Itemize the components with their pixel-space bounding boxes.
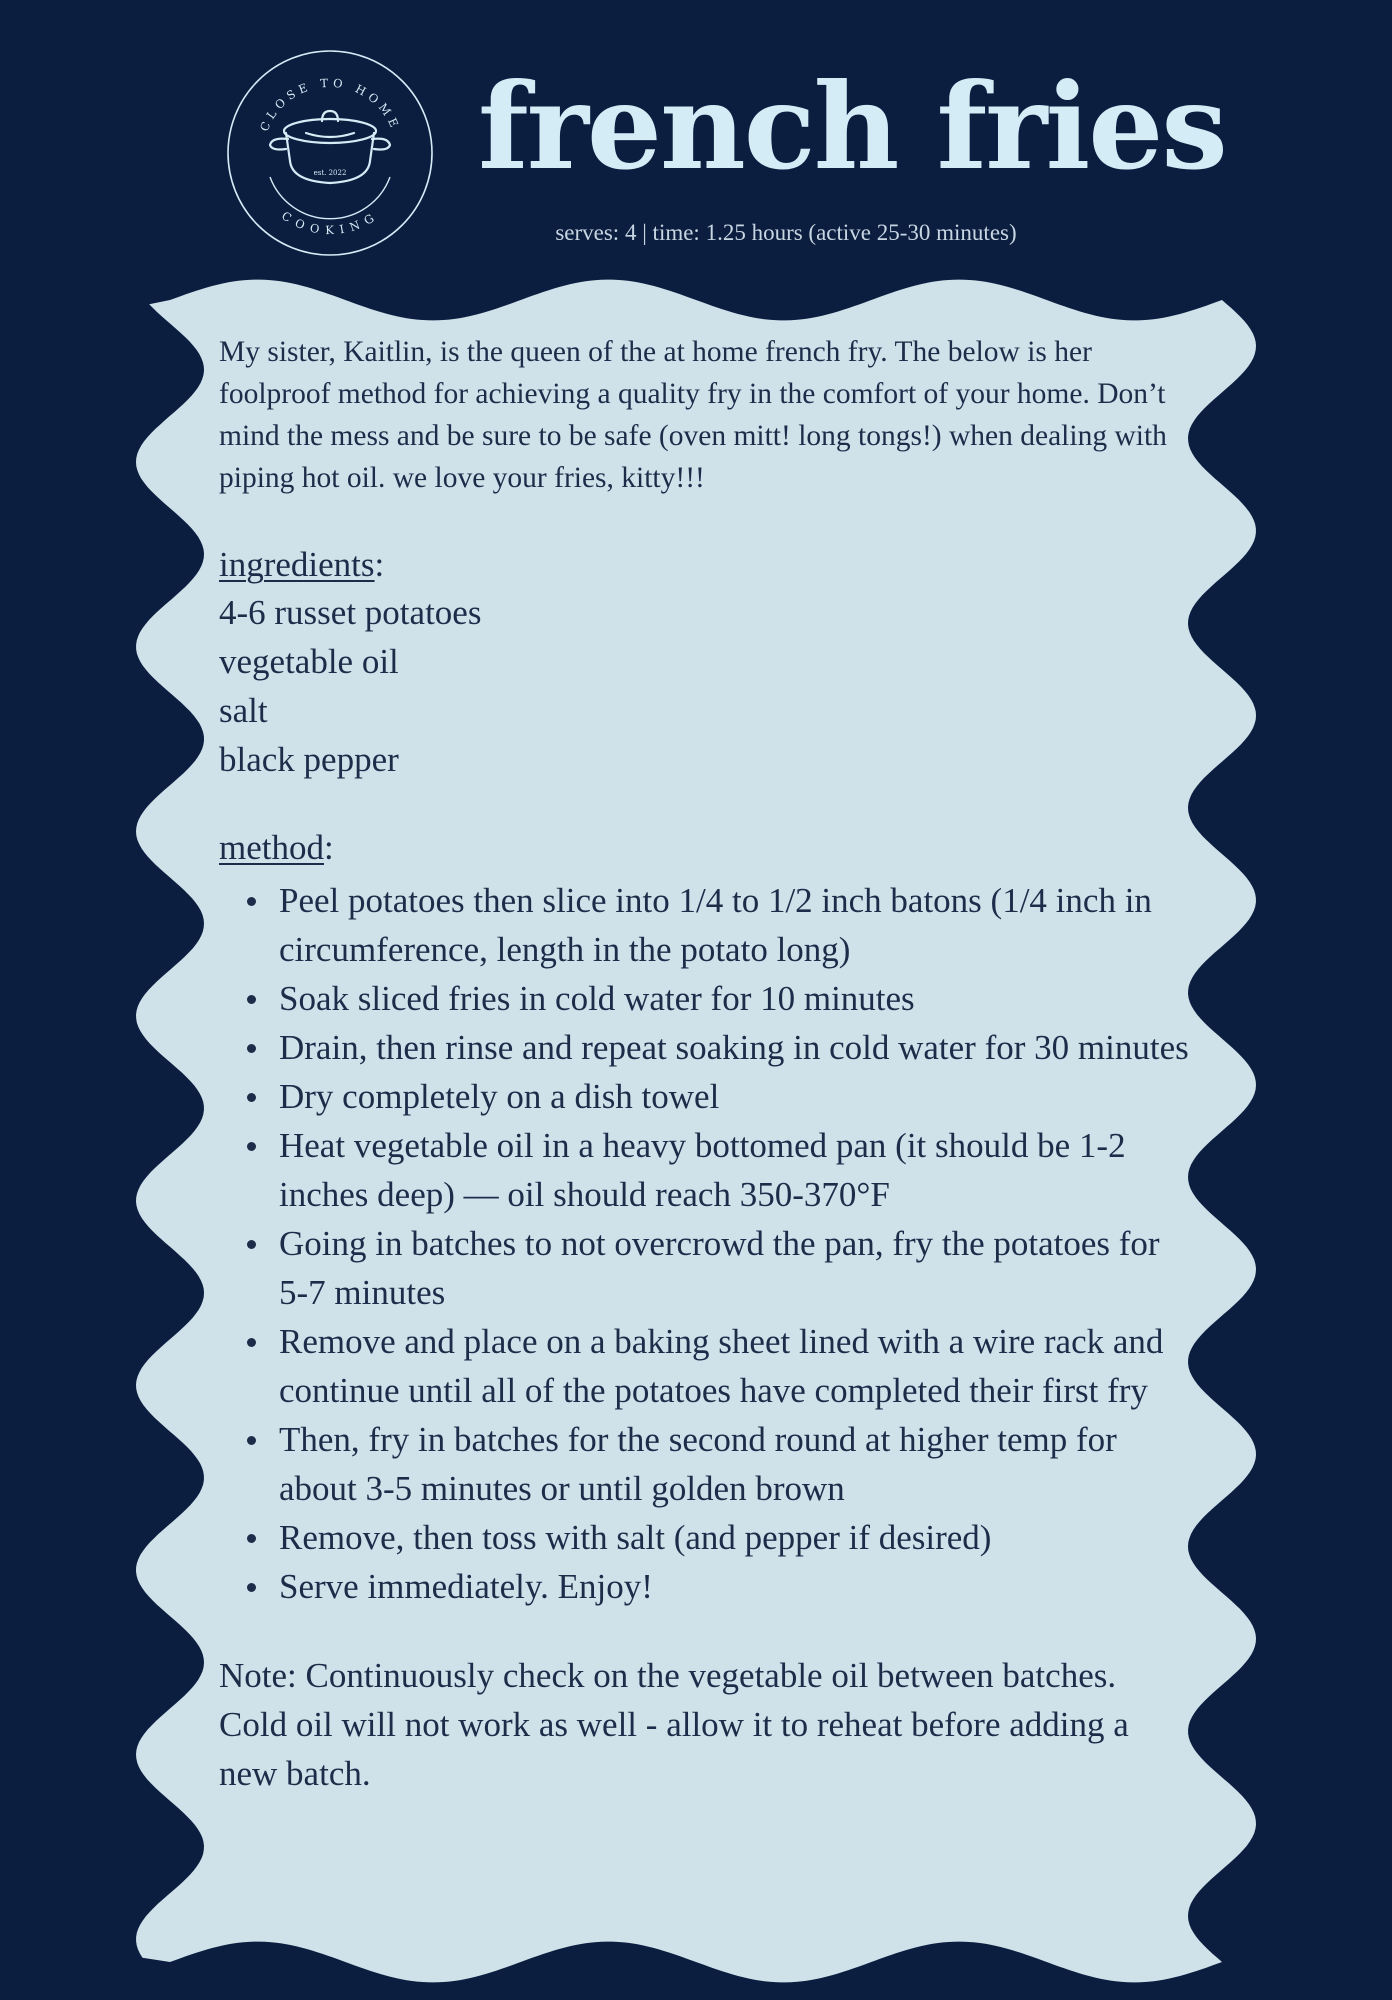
logo-ring-bottom-text: COOKING (279, 208, 381, 238)
method-steps (219, 876, 1189, 1611)
logo-est-text: est. 2022 (313, 169, 347, 177)
method-step: Drain, then rinse and repeat soaking in cold water for 30 minutes (279, 1023, 1189, 1072)
intro-paragraph: My sister, Kaitlin, is the queen of the at home french fry. The below is her foolproof method for achieving a quality fry in the comfort of your home. Don’t mind the mess and be sure to be safe (oven mitt! long tongs!) when dealing with piping hot oil. we love your fries, kitty!!! (219, 336, 1167, 494)
method-step: Going in batches to not overcrowd the pan, fry the potatoes for 5-7 minutes (279, 1219, 1189, 1317)
method-heading: method: (219, 828, 334, 867)
recipe-content (219, 331, 1189, 1798)
method-step: Dry completely on a dish towel (279, 1072, 1189, 1121)
method-step: Soak sliced fries in cold water for 10 minutes (279, 974, 1189, 1023)
page-title: french fries (478, 57, 1226, 196)
method-step: Serve immediately. Enjoy! (279, 1562, 1189, 1611)
logo-ring-top-text: CLOSE TO HOME (257, 75, 403, 134)
ingredient-item: vegetable oil (219, 642, 399, 681)
method-step: Remove and place on a baking sheet lined with a wire rack and continue until all of the potatoes have completed their first fry (279, 1317, 1189, 1415)
method-step: Heat vegetable oil in a heavy bottomed pan (it should be 1-2 inches deep) — oil should reach 350-370°F (279, 1121, 1189, 1219)
note-paragraph: Note: Continuously check on the vegetable oil between batches. Cold oil will not work as well - allow it to reheat before adding a new batch. (219, 1656, 1129, 1793)
ingredients-heading: ingredients: (219, 545, 385, 584)
method-step: Remove, then toss with salt (and pepper if desired) (279, 1513, 1189, 1562)
ingredient-item: salt (219, 691, 268, 730)
method-step: Then, fry in batches for the second round at higher temp for about 3-5 minutes or until golden brown (279, 1415, 1189, 1513)
recipe-meta: serves: 4 | time: 1.25 hours (active 25-30 minutes) (555, 220, 1017, 245)
method-step: Peel potatoes then slice into 1/4 to 1/2 inch batons (1/4 inch in circumference, length in the potato long) (279, 876, 1189, 974)
ingredient-item: black pepper (219, 740, 399, 779)
ingredients-list (219, 588, 1189, 784)
ingredient-item: 4-6 russet potatoes (219, 593, 482, 632)
